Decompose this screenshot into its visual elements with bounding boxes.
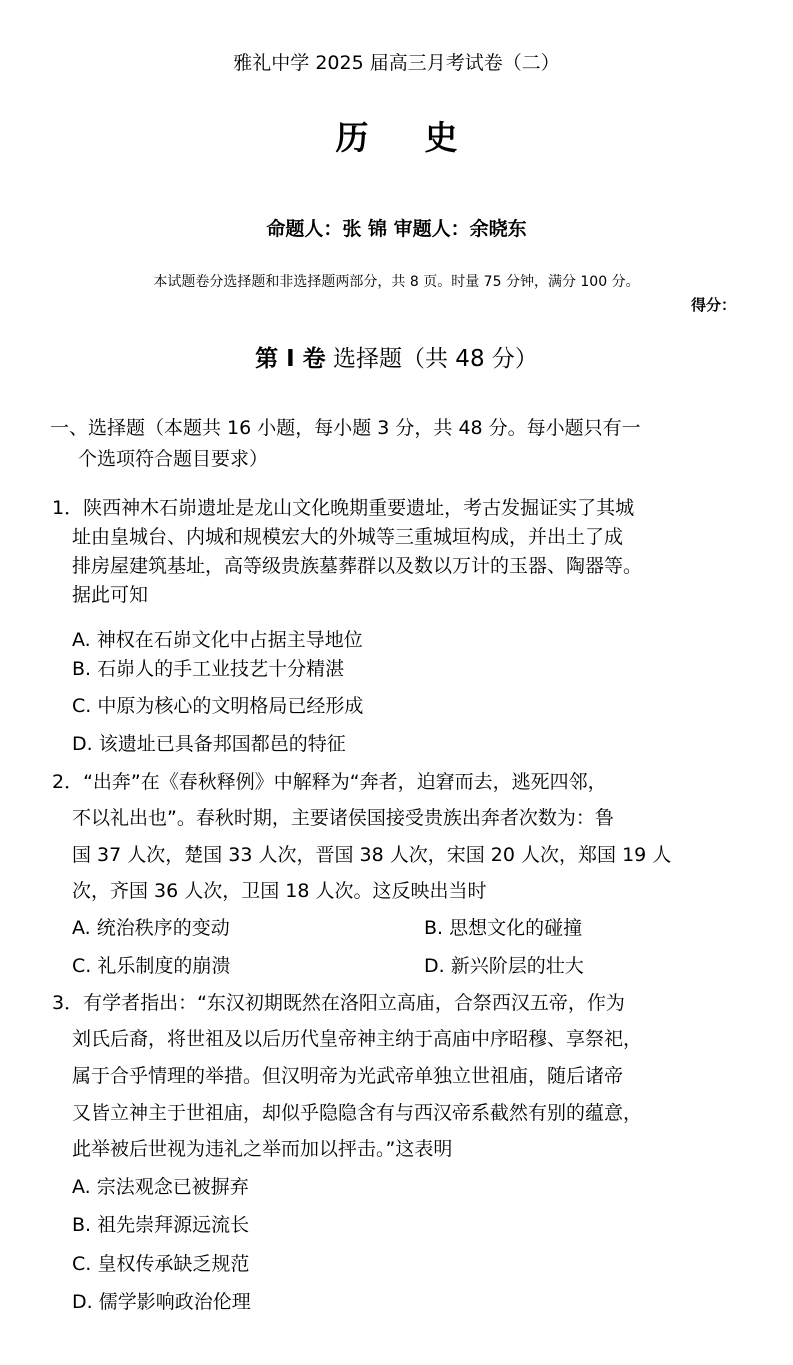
question-2-option-b: B. 思想文化的碰撞 — [424, 917, 583, 939]
question-2-line: 国 37 人次，楚国 33 人次，晋国 38 人次，宋国 20 人次，郑国 19 人 — [72, 844, 672, 866]
question-1-option-c: C. 中原为核心的文明格局已经形成 — [72, 695, 364, 717]
question-1-line: 据此可知 — [72, 584, 149, 606]
question-2-line: 2．“出奔”在《春秋释例》中解释为“奔者，迫窘而去，逃死四邻， — [52, 771, 607, 793]
subject-char-2: 史 — [424, 118, 458, 157]
authors-line: 命题人：张 锦 审题人：余晓东 — [266, 218, 527, 240]
question-3-option-a: A. 宗法观念已被摒弃 — [72, 1176, 249, 1198]
question-2-line: 次，齐国 36 人次，卫国 18 人次。这反映出当时 — [72, 880, 487, 902]
question-2-line: 不以礼出也”。春秋时期，主要诸侯国接受贵族出奔者次数为：鲁 — [72, 807, 614, 829]
question-2-option-a: A. 统治秩序的变动 — [72, 917, 230, 939]
subject-title — [0, 112, 793, 159]
question-1-line: 址由皇城台、内城和规模宏大的外城等三重城垣构成，并出土了成 — [72, 526, 624, 548]
section-title-bold: 第 I 卷 — [255, 346, 326, 372]
section-title — [0, 340, 793, 373]
question-1-option-a: A. 神权在石峁文化中占据主导地位 — [72, 629, 363, 651]
score-label: 得分： — [690, 296, 736, 314]
section-title-rest: 选择题（共 48 分） — [325, 346, 538, 372]
instruction-line: 个选项符合题目要求） — [78, 448, 269, 470]
question-2-option-d: D. 新兴阶层的壮大 — [424, 955, 584, 977]
exam-notice: 本试题卷分选择题和非选择题两部分，共 8 页。时量 75 分钟，满分 100 分。 — [153, 274, 640, 290]
subject-char-1: 历 — [335, 118, 369, 157]
question-3-line: 属于合乎情理的举措。但汉明帝为光武帝单独立世祖庙，随后诸帝 — [72, 1065, 624, 1087]
question-3-option-b: B. 祖先崇拜源远流长 — [72, 1214, 250, 1236]
question-1-option-b: B. 石峁人的手工业技艺十分精湛 — [72, 658, 345, 680]
question-3-option-d: D. 儒学影响政治伦理 — [72, 1291, 251, 1313]
question-3-line: 刘氏后裔，将世祖及以后历代皇帝神主纳于高庙中序昭穆、享祭祀， — [72, 1028, 643, 1050]
question-3-line: 又皆立神主于世祖庙，却似乎隐隐含有与西汉帝系截然有别的蕴意， — [72, 1102, 643, 1124]
school-title: 雅礼中学 2025 届高三月考试卷（二） — [233, 52, 560, 74]
question-3-line: 3．有学者指出：“东汉初期既然在洛阳立高庙，合祭西汉五帝，作为 — [52, 992, 625, 1014]
question-3-option-c: C. 皇权传承缺乏规范 — [72, 1253, 250, 1275]
question-1-option-d: D. 该遗址已具备邦国都邑的特征 — [72, 733, 346, 755]
question-1-line: 1．陕西神木石峁遗址是龙山文化晚期重要遗址，考古发掘证实了其城 — [52, 497, 635, 519]
question-2-option-c: C. 礼乐制度的崩溃 — [72, 955, 231, 977]
question-3-line: 此举被后世视为违礼之举而加以抨击。”这表明 — [72, 1138, 453, 1160]
instruction-line: 一、选择题（本题共 16 小题，每小题 3 分，共 48 分。每小题只有一 — [50, 417, 641, 439]
question-1-line: 排房屋建筑基址，高等级贵族墓葬群以及数以万计的玉器、陶器等。 — [72, 555, 643, 577]
